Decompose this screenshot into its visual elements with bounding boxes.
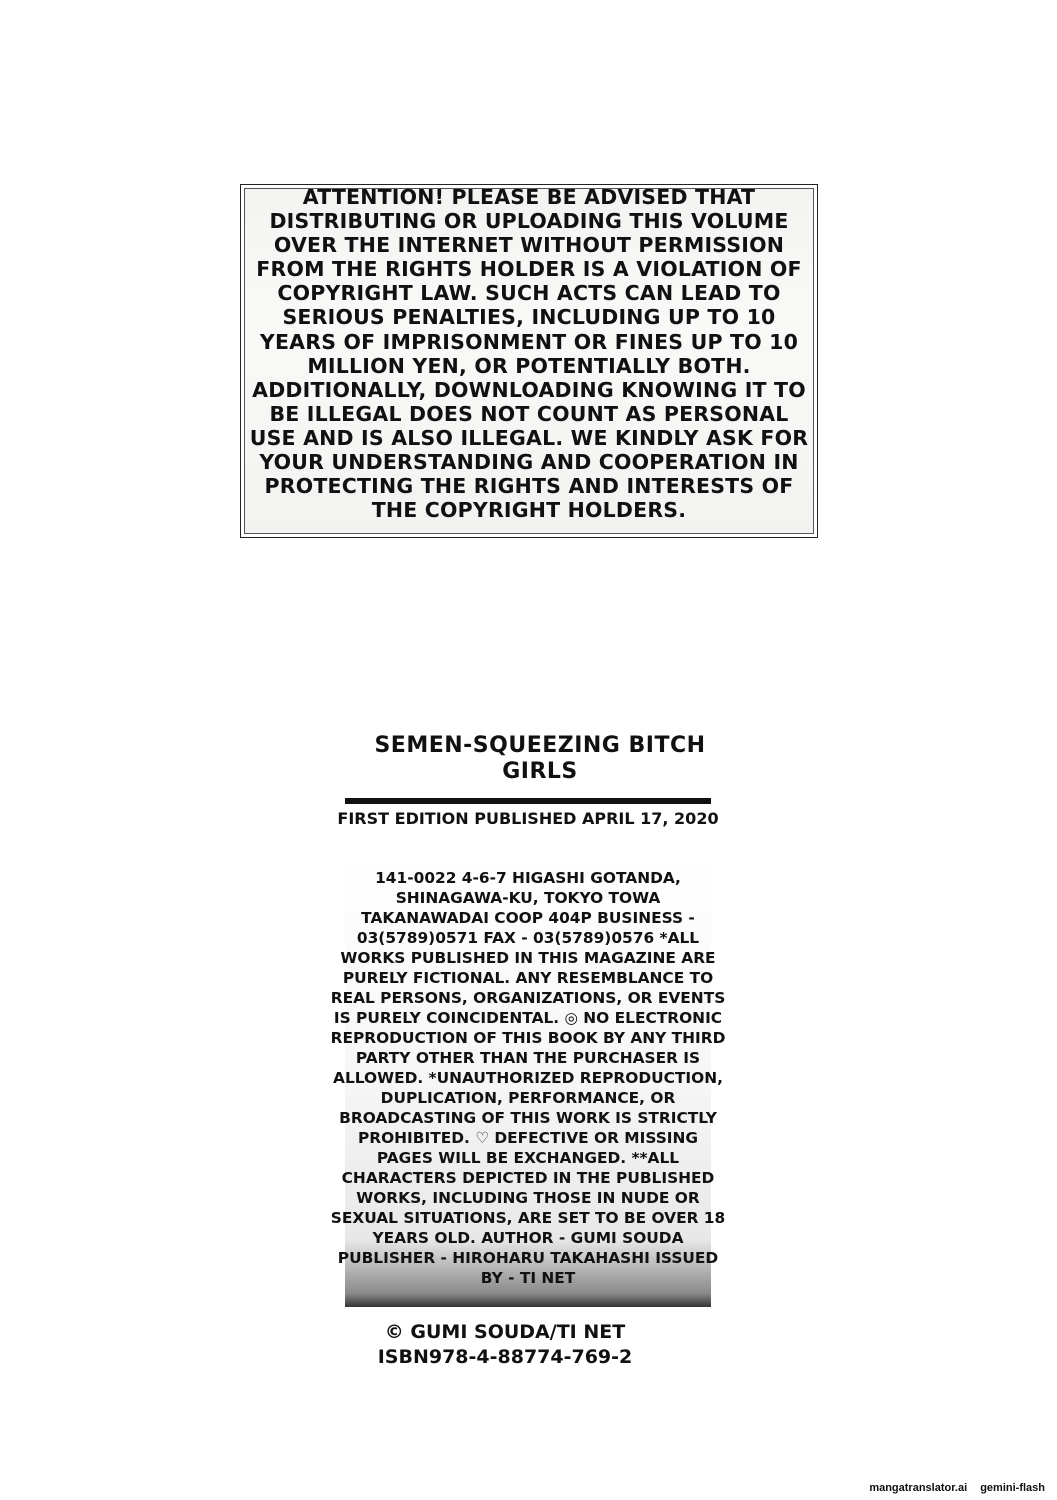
watermark-model: gemini-flash (980, 1482, 1045, 1494)
colophon-text: 141-0022 4-6-7 HIGASHI GOTANDA, SHINAGAWA-KU, TOKYO TOWA TAKANAWADAI COOP 404P BUSINESS - 03(5789)0571 FAX - 03(5789)0576 *ALL WORKS PUBLISHED IN THIS MAGAZINE ARE PURELY FICTIONAL. ANY RESEMBLANCE TO REAL PERSONS, ORGANIZATIONS, OR EVENTS IS PURELY COINCIDENTAL. ◎ NO ELECTRONIC REPRODUCTION OF THIS BOOK BY ANY THIRD PARTY OTHER THAN THE PURCHASER IS ALLOWED. *UNAUTHORIZED REPRODUCTION, DUPLICATION, PERFORMANCE, OR BROADCASTING OF THIS WORK IS STRICTLY PROHIBITED. ♡ DEFECTIVE OR MISSING PAGES WILL BE EXCHANGED. **ALL CHARACTERS DEPICTED IN THE PUBLISHED WORKS, INCLUDING THOSE IN NUDE OR SEXUAL SITUATIONS, ARE SET TO BE OVER 18 YEARS OLD. AUTHOR - GUMI SOUDA PUBLISHER - HIROHARU TAKAHASHI ISSUED BY - TI NET (330, 869, 726, 1287)
copyright-block (370, 1320, 640, 1370)
edition-line: FIRST EDITION PUBLISHED APRIL 17, 2020 (337, 809, 719, 828)
translator-watermark (869, 1482, 1045, 1494)
isbn: ISBN978-4-88774-769-2 (377, 1346, 633, 1368)
book-title: SEMEN-SQUEEZING BITCH GIRLS (374, 733, 706, 784)
copyright-notice-box (240, 184, 818, 538)
watermark-site: mangatranslator.ai (869, 1482, 968, 1494)
copyright-notice-inner (244, 185, 814, 534)
copyright-notice-text: ATTENTION! PLEASE BE ADVISED THAT DISTRIBUTING OR UPLOADING THIS VOLUME OVER THE INTERNET WITHOUT PERMISSION FROM THE RIGHTS HOLDER IS A VIOLATION OF COPYRIGHT LAW. SUCH ACTS CAN LEAD TO SERIOUS PENALTIES, INCLUDING UP TO 10 YEARS OF IMPRISONMENT OR FINES UP TO 10 MILLION YEN, OR POTENTIALLY BOTH. ADDITIONALLY, DOWNLOADING KNOWING IT TO BE ILLEGAL DOES NOT COUNT AS PERSONAL USE AND IS ALSO ILLEGAL. WE KINDLY ASK FOR YOUR UNDERSTANDING AND COOPERATION IN PROTECTING THE RIGHTS AND INTERESTS OF THE COPYRIGHT HOLDERS. (249, 185, 809, 523)
copyright-holder: © GUMI SOUDA/TI NET (384, 1321, 626, 1343)
title-divider (345, 798, 711, 804)
